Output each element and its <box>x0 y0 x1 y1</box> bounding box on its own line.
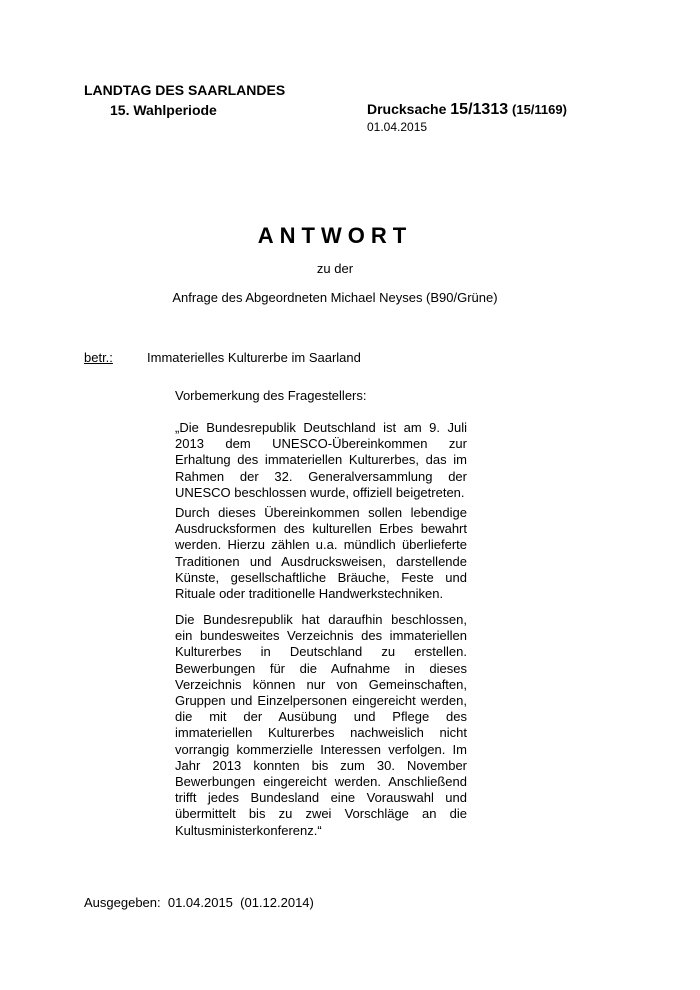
page-title: ANTWORT <box>257 223 413 248</box>
paragraph-1: „Die Bundesrepublik Deutschland ist am 9. Juli 2013 dem UNESCO-Übereinkommen zur Erhaltung des immateriellen Kulturerbes, das im Rahmen der 32. Generalversammlung der UNESCO beschlossen wurde, offiziell beigetreten. <box>175 420 467 500</box>
document-number-label: Drucksache <box>367 101 447 117</box>
paragraph-3: Die Bundesrepublik hat daraufhin beschlossen, ein bundesweites Verzeichnis des immateriellen Kulturerbes in Deutschland zu erstellen. Bewerbungen für die Aufnahme in dieses Verzeichnis können nur von Gemeinschaften, Gruppen und Einzelpersonen eingereicht werden, die mit der Ausübung und Pflege des immateriellen Kulturerbes nachweislich nicht vorrangig kommerzielle Interessen verfolgen. Im Jahr 2013 konnten bis zum 30. November Bewerbungen eingereicht werden. Anschließend trifft jedes Bundesland eine Vorauswahl und übermittelt bis zu zwei Vorschläge an die Kultusministerkonferenz.“ <box>175 612 467 838</box>
document-number-original: (15/1169) <box>512 102 567 117</box>
document-number <box>367 101 567 119</box>
subject-text: Immaterielles Kulturerbe im Saarland <box>147 350 361 365</box>
document-date: 01.04.2015 <box>367 120 428 134</box>
preliminary-remark-title: Vorbemerkung des Fragestellers: <box>175 388 367 403</box>
subject-label: betr.: <box>84 350 113 365</box>
parliament-name: LANDTAG DES SAARLANDES <box>84 82 286 98</box>
paragraph-2: Durch dieses Übereinkommen sollen lebendige Ausdrucksformen des kulturellen Erbes bewahrt werden. Hierzu zählen u.a. mündlich überlieferte Traditionen und Ausdrucksweisen, darstellende Künste, gesellschaftliche Bräuche, Feste und Rituale oder traditionelle Handwerkstechniken. <box>175 505 467 602</box>
issued-date-footer: Ausgegeben: 01.04.2015 (01.12.2014) <box>84 895 314 910</box>
inquiry-line: Anfrage des Abgeordneten Michael Neyses (B90/Grüne) <box>172 290 498 305</box>
document-number-value: 15/1313 <box>450 101 509 118</box>
legislative-period: 15. Wahlperiode <box>110 102 217 118</box>
subtitle-zu-der: zu der <box>316 261 354 276</box>
